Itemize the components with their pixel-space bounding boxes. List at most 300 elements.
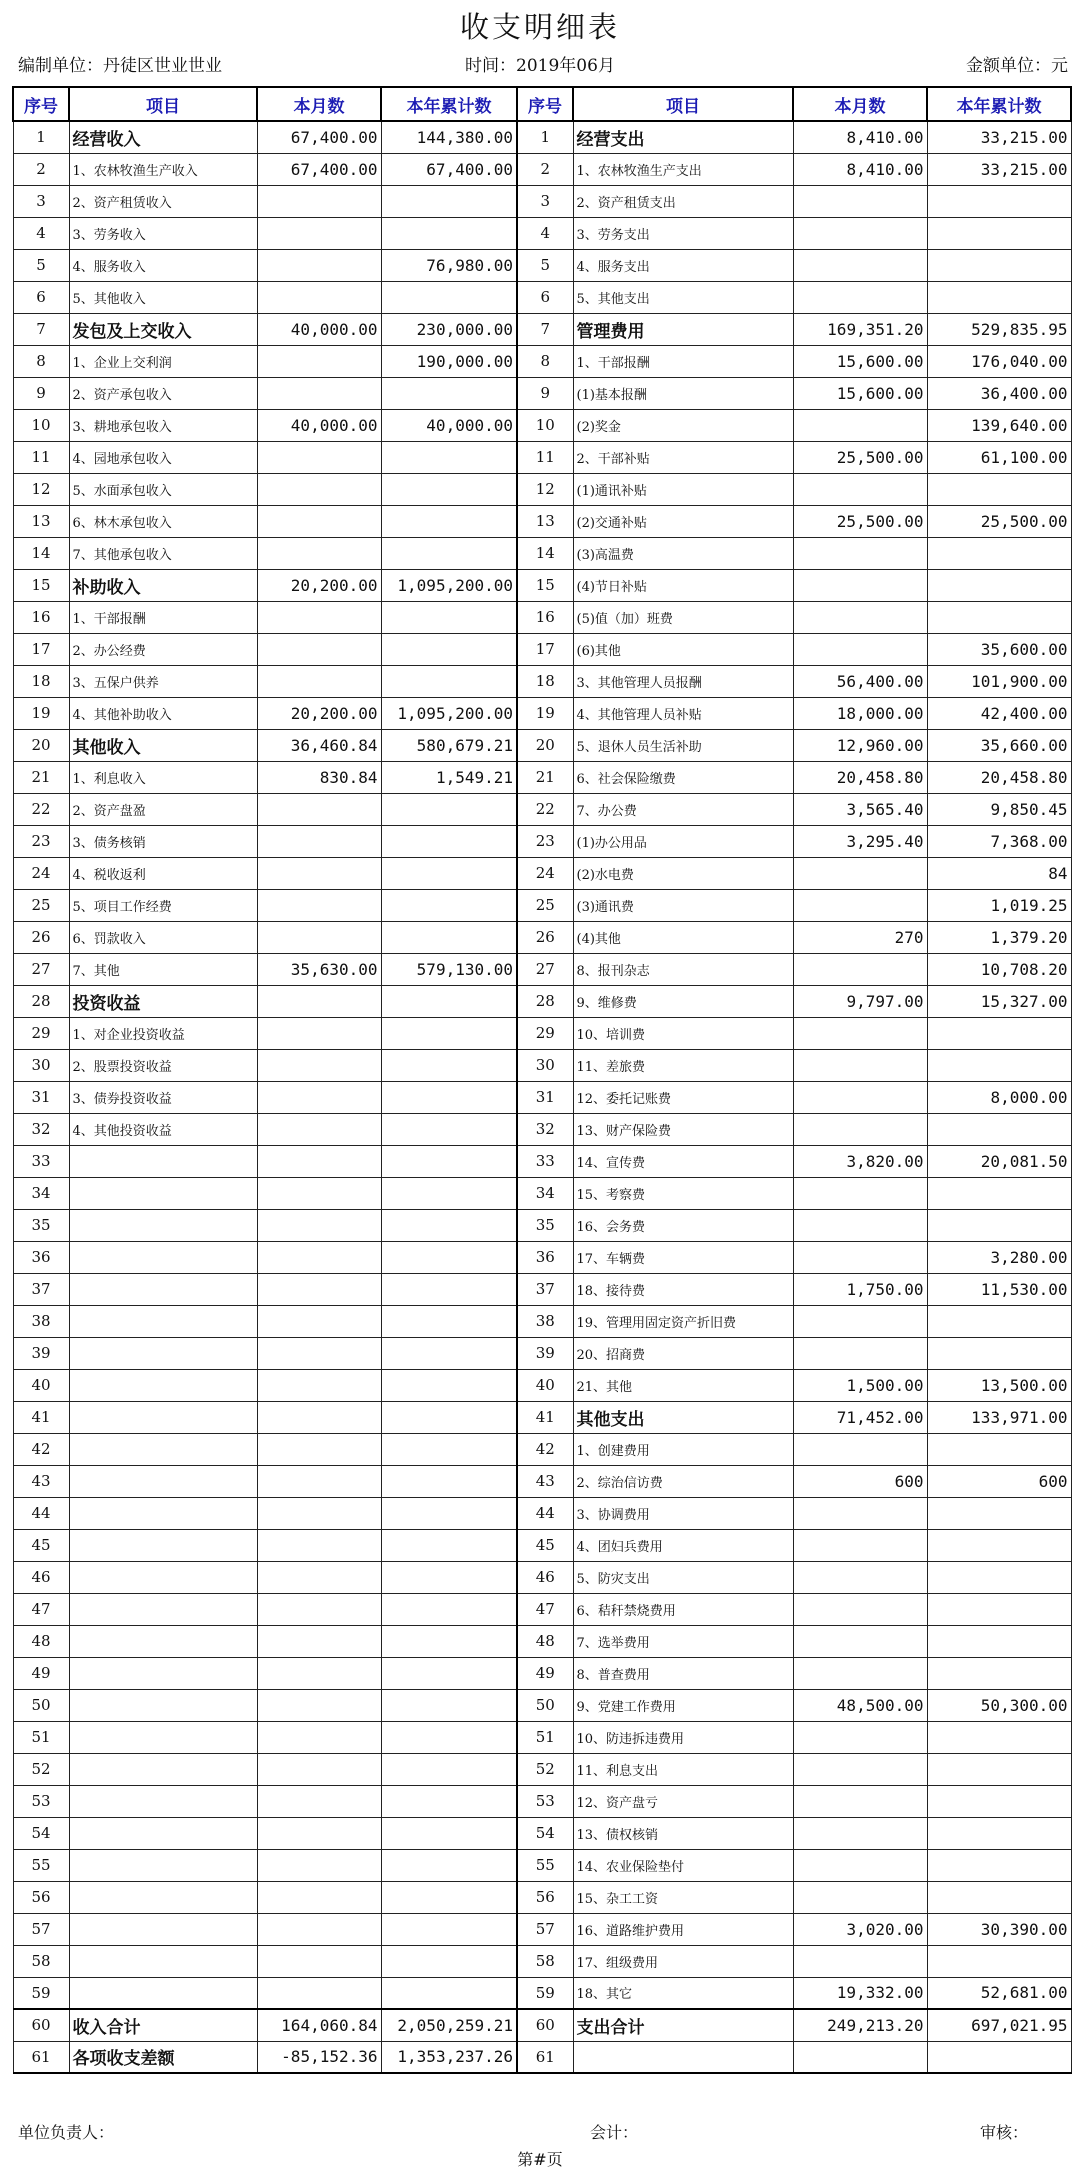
expense-ytd-cell	[927, 1305, 1071, 1337]
income-month-cell	[257, 1529, 381, 1561]
income-ytd-cell	[381, 889, 517, 921]
income-item-cell	[69, 1145, 257, 1177]
income-month-cell	[257, 1593, 381, 1625]
expense-seq-cell: 35	[517, 1209, 573, 1241]
income-item-cell: 2、股票投资收益	[69, 1049, 257, 1081]
page-number: 第#页	[517, 2150, 563, 2169]
income-ytd-cell	[381, 1017, 517, 1049]
expense-ytd-cell: 1,379.20	[927, 921, 1071, 953]
expense-seq-cell: 42	[517, 1433, 573, 1465]
expense-item-cell: 11、利息支出	[573, 1753, 793, 1785]
table-row	[13, 153, 1071, 185]
table-row	[13, 1113, 1071, 1145]
expense-seq-cell: 34	[517, 1177, 573, 1209]
table-row	[13, 1401, 1071, 1433]
table-row	[13, 1913, 1071, 1945]
expense-item-cell: (5)值（加）班费	[573, 601, 793, 633]
income-seq-cell: 55	[13, 1849, 69, 1881]
income-seq-cell: 32	[13, 1113, 69, 1145]
income-seq-cell: 52	[13, 1753, 69, 1785]
income-month-cell: 20,200.00	[257, 697, 381, 729]
income-seq-cell: 28	[13, 985, 69, 1017]
expense-item-cell: 13、债权核销	[573, 1817, 793, 1849]
expense-item-cell: 1、创建费用	[573, 1433, 793, 1465]
income-ytd-cell	[381, 1113, 517, 1145]
income-seq-cell: 61	[13, 2041, 69, 2073]
income-month-cell	[257, 1337, 381, 1369]
income-seq-cell: 34	[13, 1177, 69, 1209]
expense-seq-cell: 53	[517, 1785, 573, 1817]
income-seq-cell: 12	[13, 473, 69, 505]
income-ytd-cell	[381, 1593, 517, 1625]
expense-month-cell	[793, 1945, 927, 1977]
expense-seq-cell: 31	[517, 1081, 573, 1113]
expense-ytd-cell: 30,390.00	[927, 1913, 1071, 1945]
expense-ytd-cell: 42,400.00	[927, 697, 1071, 729]
income-item-cell	[69, 1625, 257, 1657]
income-ytd-cell	[381, 1081, 517, 1113]
expense-ytd-cell: 13,500.00	[927, 1369, 1071, 1401]
expense-ytd-cell	[927, 1529, 1071, 1561]
income-ytd-cell: 579,130.00	[381, 953, 517, 985]
income-month-cell: -85,152.36	[257, 2041, 381, 2073]
table-row	[13, 729, 1071, 761]
table-row	[13, 601, 1071, 633]
income-ytd-cell	[381, 1657, 517, 1689]
expense-item-cell: 10、培训费	[573, 1017, 793, 1049]
income-ytd-cell: 230,000.00	[381, 313, 517, 345]
income-seq-cell: 19	[13, 697, 69, 729]
expense-item-cell: 2、资产租赁支出	[573, 185, 793, 217]
expense-seq-cell: 27	[517, 953, 573, 985]
expense-month-cell	[793, 1785, 927, 1817]
expense-ytd-cell: 1,019.25	[927, 889, 1071, 921]
income-ytd-cell: 144,380.00	[381, 121, 517, 153]
expense-month-cell: 25,500.00	[793, 505, 927, 537]
income-item-cell: 1、干部报酬	[69, 601, 257, 633]
table-row	[13, 1945, 1071, 1977]
expense-item-cell: (1)通讯补贴	[573, 473, 793, 505]
expense-item-cell: 18、其它	[573, 1977, 793, 2009]
expense-ytd-cell: 36,400.00	[927, 377, 1071, 409]
expense-seq-cell: 36	[517, 1241, 573, 1273]
expense-item-cell: 20、招商费	[573, 1337, 793, 1369]
income-item-cell: 4、其他投资收益	[69, 1113, 257, 1145]
income-month-cell	[257, 889, 381, 921]
income-item-cell: 经营收入	[69, 121, 257, 153]
expense-seq-cell: 19	[517, 697, 573, 729]
table-row	[13, 889, 1071, 921]
income-ytd-cell	[381, 1849, 517, 1881]
table-row	[13, 313, 1071, 345]
expense-seq-cell: 13	[517, 505, 573, 537]
income-ytd-cell	[381, 537, 517, 569]
expense-seq-cell: 3	[517, 185, 573, 217]
expense-item-cell: 16、道路维护费用	[573, 1913, 793, 1945]
income-ytd-cell	[381, 1305, 517, 1337]
income-month-cell	[257, 985, 381, 1017]
income-item-cell: 补助收入	[69, 569, 257, 601]
expense-month-cell	[793, 537, 927, 569]
expense-seq-cell: 6	[517, 281, 573, 313]
income-month-cell	[257, 217, 381, 249]
income-seq-cell: 15	[13, 569, 69, 601]
expense-month-cell: 48,500.00	[793, 1689, 927, 1721]
expense-month-cell: 8,410.00	[793, 153, 927, 185]
table-row	[13, 825, 1071, 857]
col-header-expense-item: 项目	[573, 87, 793, 121]
income-ytd-cell	[381, 857, 517, 889]
expense-month-cell: 15,600.00	[793, 377, 927, 409]
expense-month-cell: 56,400.00	[793, 665, 927, 697]
expense-month-cell	[793, 953, 927, 985]
expense-seq-cell: 47	[517, 1593, 573, 1625]
table-row	[13, 1017, 1071, 1049]
expense-ytd-cell: 52,681.00	[927, 1977, 1071, 2009]
col-header-expense-month: 本月数	[793, 87, 927, 121]
expense-seq-cell: 14	[517, 537, 573, 569]
expense-month-cell	[793, 1593, 927, 1625]
expense-seq-cell: 11	[517, 441, 573, 473]
expense-month-cell: 600	[793, 1465, 927, 1497]
expense-month-cell: 1,750.00	[793, 1273, 927, 1305]
income-item-cell: 1、利息收入	[69, 761, 257, 793]
expense-seq-cell: 45	[517, 1529, 573, 1561]
income-item-cell: 各项收支差额	[69, 2041, 257, 2073]
income-month-cell	[257, 185, 381, 217]
expense-item-cell: (4)其他	[573, 921, 793, 953]
table-row	[13, 1817, 1071, 1849]
expense-ytd-cell	[927, 1625, 1071, 1657]
expense-item-cell: (1)基本报酬	[573, 377, 793, 409]
table-row	[13, 281, 1071, 313]
income-ytd-cell	[381, 441, 517, 473]
income-item-cell	[69, 1689, 257, 1721]
table-row	[13, 985, 1071, 1017]
expense-month-cell: 3,820.00	[793, 1145, 927, 1177]
expense-month-cell	[793, 1049, 927, 1081]
expense-seq-cell: 61	[517, 2041, 573, 2073]
income-seq-cell: 46	[13, 1561, 69, 1593]
expense-month-cell	[793, 281, 927, 313]
table-header-row	[13, 87, 1071, 121]
expense-seq-cell: 1	[517, 121, 573, 153]
income-ytd-cell	[381, 377, 517, 409]
expense-seq-cell: 26	[517, 921, 573, 953]
expense-ytd-cell: 50,300.00	[927, 1689, 1071, 1721]
expense-ytd-cell: 8,000.00	[927, 1081, 1071, 1113]
income-month-cell	[257, 377, 381, 409]
income-month-cell	[257, 857, 381, 889]
expense-seq-cell: 59	[517, 1977, 573, 2009]
table-row	[13, 1145, 1071, 1177]
income-seq-cell: 45	[13, 1529, 69, 1561]
income-month-cell	[257, 921, 381, 953]
expense-ytd-cell: 697,021.95	[927, 2009, 1071, 2041]
expense-item-cell: 13、财产保险费	[573, 1113, 793, 1145]
income-seq-cell: 36	[13, 1241, 69, 1273]
table-body	[13, 121, 1071, 2073]
income-seq-cell: 8	[13, 345, 69, 377]
expense-ytd-cell	[927, 1433, 1071, 1465]
expense-seq-cell: 24	[517, 857, 573, 889]
income-ytd-cell	[381, 281, 517, 313]
expense-ytd-cell	[927, 601, 1071, 633]
income-ytd-cell: 1,549.21	[381, 761, 517, 793]
table-row	[13, 1689, 1071, 1721]
col-header-expense-seq: 序号	[517, 87, 573, 121]
expense-month-cell	[793, 1721, 927, 1753]
table-row	[13, 1369, 1071, 1401]
expense-month-cell	[793, 1561, 927, 1593]
income-ytd-cell	[381, 1817, 517, 1849]
expense-ytd-cell	[927, 1049, 1071, 1081]
expense-item-cell: 10、防违拆违费用	[573, 1721, 793, 1753]
expense-ytd-cell: 529,835.95	[927, 313, 1071, 345]
expense-item-cell: 12、资产盘亏	[573, 1785, 793, 1817]
table-row	[13, 1049, 1071, 1081]
expense-ytd-cell: 133,971.00	[927, 1401, 1071, 1433]
income-seq-cell: 21	[13, 761, 69, 793]
income-item-cell	[69, 1913, 257, 1945]
expense-ytd-cell	[927, 281, 1071, 313]
income-month-cell	[257, 1433, 381, 1465]
income-seq-cell: 24	[13, 857, 69, 889]
income-item-cell: 投资收益	[69, 985, 257, 1017]
col-header-income-month: 本月数	[257, 87, 381, 121]
income-ytd-cell	[381, 1337, 517, 1369]
col-header-income-item: 项目	[69, 87, 257, 121]
table-row	[13, 1721, 1071, 1753]
income-item-cell: 4、园地承包收入	[69, 441, 257, 473]
table-row	[13, 473, 1071, 505]
income-month-cell: 67,400.00	[257, 121, 381, 153]
income-item-cell: 5、水面承包收入	[69, 473, 257, 505]
expense-item-cell: 8、普查费用	[573, 1657, 793, 1689]
expense-ytd-cell	[927, 217, 1071, 249]
income-month-cell	[257, 1305, 381, 1337]
expense-ytd-cell	[927, 249, 1071, 281]
expense-item-cell: 12、委托记账费	[573, 1081, 793, 1113]
income-ytd-cell	[381, 1721, 517, 1753]
income-seq-cell: 51	[13, 1721, 69, 1753]
income-seq-cell: 35	[13, 1209, 69, 1241]
compiling-unit: 编制单位：丹徒区世业世业	[18, 56, 222, 76]
income-seq-cell: 1	[13, 121, 69, 153]
expense-item-cell: (1)办公用品	[573, 825, 793, 857]
expense-seq-cell: 20	[517, 729, 573, 761]
expense-item-cell: 11、差旅费	[573, 1049, 793, 1081]
expense-month-cell	[793, 1433, 927, 1465]
expense-seq-cell: 50	[517, 1689, 573, 1721]
income-month-cell	[257, 1017, 381, 1049]
income-seq-cell: 49	[13, 1657, 69, 1689]
income-item-cell: 2、资产承包收入	[69, 377, 257, 409]
expense-ytd-cell: 35,600.00	[927, 633, 1071, 665]
income-seq-cell: 57	[13, 1913, 69, 1945]
expense-ytd-cell	[927, 537, 1071, 569]
income-item-cell	[69, 1305, 257, 1337]
income-seq-cell: 2	[13, 153, 69, 185]
income-item-cell: 3、耕地承包收入	[69, 409, 257, 441]
expense-ytd-cell	[927, 569, 1071, 601]
report-period: 时间：2019年06月	[465, 56, 615, 76]
income-item-cell	[69, 1337, 257, 1369]
expense-month-cell: 3,295.40	[793, 825, 927, 857]
income-month-cell	[257, 601, 381, 633]
income-seq-cell: 43	[13, 1465, 69, 1497]
income-item-cell: 2、办公经费	[69, 633, 257, 665]
income-ytd-cell	[381, 1945, 517, 1977]
expense-month-cell	[793, 1753, 927, 1785]
income-seq-cell: 44	[13, 1497, 69, 1529]
table-row	[13, 1433, 1071, 1465]
income-item-cell	[69, 1561, 257, 1593]
income-month-cell	[257, 1273, 381, 1305]
expense-ytd-cell	[927, 1849, 1071, 1881]
income-item-cell: 2、资产租赁收入	[69, 185, 257, 217]
income-month-cell	[257, 1625, 381, 1657]
expense-seq-cell: 15	[517, 569, 573, 601]
table-row	[13, 1305, 1071, 1337]
income-item-cell	[69, 1465, 257, 1497]
income-ytd-cell	[381, 633, 517, 665]
expense-item-cell: 14、宣传费	[573, 1145, 793, 1177]
income-ytd-cell	[381, 1401, 517, 1433]
expense-month-cell	[793, 633, 927, 665]
income-month-cell	[257, 281, 381, 313]
income-ytd-cell	[381, 1561, 517, 1593]
expense-ytd-cell	[927, 1785, 1071, 1817]
expense-month-cell	[793, 409, 927, 441]
expense-ytd-cell	[927, 1561, 1071, 1593]
expense-seq-cell: 2	[517, 153, 573, 185]
expense-item-cell: 4、团妇兵费用	[573, 1529, 793, 1561]
income-ytd-cell	[381, 1529, 517, 1561]
expense-ytd-cell	[927, 1881, 1071, 1913]
expense-item-cell: 16、会务费	[573, 1209, 793, 1241]
income-seq-cell: 16	[13, 601, 69, 633]
income-month-cell	[257, 1177, 381, 1209]
expense-item-cell: 9、维修费	[573, 985, 793, 1017]
income-month-cell	[257, 1497, 381, 1529]
expense-item-cell: (3)通讯费	[573, 889, 793, 921]
income-month-cell	[257, 1913, 381, 1945]
income-month-cell	[257, 1945, 381, 1977]
expense-month-cell	[793, 1497, 927, 1529]
income-ytd-cell	[381, 505, 517, 537]
income-month-cell: 36,460.84	[257, 729, 381, 761]
expense-item-cell: 15、考察费	[573, 1177, 793, 1209]
col-header-expense-ytd: 本年累计数	[927, 87, 1071, 121]
expense-seq-cell: 28	[517, 985, 573, 1017]
expense-seq-cell: 17	[517, 633, 573, 665]
income-item-cell	[69, 1785, 257, 1817]
expense-month-cell: 3,020.00	[793, 1913, 927, 1945]
income-month-cell	[257, 249, 381, 281]
expense-month-cell: 9,797.00	[793, 985, 927, 1017]
expense-seq-cell: 48	[517, 1625, 573, 1657]
expense-ytd-cell: 176,040.00	[927, 345, 1071, 377]
income-ytd-cell	[381, 601, 517, 633]
income-seq-cell: 6	[13, 281, 69, 313]
accountant-label: 会计：	[590, 2123, 639, 2142]
expense-month-cell	[793, 1849, 927, 1881]
income-month-cell	[257, 1561, 381, 1593]
expense-ytd-cell	[927, 473, 1071, 505]
income-ytd-cell	[381, 185, 517, 217]
income-item-cell: 2、资产盘盈	[69, 793, 257, 825]
table-row	[13, 761, 1071, 793]
expense-ytd-cell: 33,215.00	[927, 153, 1071, 185]
income-ytd-cell	[381, 985, 517, 1017]
expense-seq-cell: 5	[517, 249, 573, 281]
expense-seq-cell: 30	[517, 1049, 573, 1081]
expense-seq-cell: 12	[517, 473, 573, 505]
expense-month-cell	[793, 1017, 927, 1049]
expense-month-cell	[793, 1081, 927, 1113]
expense-item-cell: 5、退休人员生活补助	[573, 729, 793, 761]
expense-ytd-cell: 600	[927, 1465, 1071, 1497]
income-item-cell	[69, 1529, 257, 1561]
table-row	[13, 921, 1071, 953]
expense-item-cell: 21、其他	[573, 1369, 793, 1401]
income-ytd-cell: 67,400.00	[381, 153, 517, 185]
expense-seq-cell: 32	[517, 1113, 573, 1145]
expense-item-cell: 8、报刊杂志	[573, 953, 793, 985]
income-ytd-cell	[381, 1433, 517, 1465]
table-row	[13, 857, 1071, 889]
income-item-cell	[69, 1945, 257, 1977]
income-seq-cell: 20	[13, 729, 69, 761]
expense-ytd-cell	[927, 1177, 1071, 1209]
income-ytd-cell	[381, 1977, 517, 2009]
income-month-cell	[257, 1785, 381, 1817]
income-month-cell	[257, 1209, 381, 1241]
income-item-cell: 收入合计	[69, 2009, 257, 2041]
income-seq-cell: 9	[13, 377, 69, 409]
expense-item-cell: 7、选举费用	[573, 1625, 793, 1657]
expense-month-cell	[793, 249, 927, 281]
income-ytd-cell	[381, 1241, 517, 1273]
expense-item-cell: 5、防灾支出	[573, 1561, 793, 1593]
expense-seq-cell: 37	[517, 1273, 573, 1305]
expense-item-cell: 3、协调费用	[573, 1497, 793, 1529]
income-item-cell	[69, 1433, 257, 1465]
expense-seq-cell: 22	[517, 793, 573, 825]
income-seq-cell: 29	[13, 1017, 69, 1049]
expense-month-cell: 15,600.00	[793, 345, 927, 377]
income-item-cell: 4、税收返利	[69, 857, 257, 889]
expense-month-cell	[793, 1241, 927, 1273]
expense-month-cell	[793, 1209, 927, 1241]
income-month-cell	[257, 1849, 381, 1881]
expense-month-cell	[793, 2041, 927, 2073]
expense-seq-cell: 38	[517, 1305, 573, 1337]
expense-ytd-cell	[927, 185, 1071, 217]
income-seq-cell: 5	[13, 249, 69, 281]
table-row	[13, 185, 1071, 217]
expense-month-cell: 18,000.00	[793, 697, 927, 729]
income-seq-cell: 3	[13, 185, 69, 217]
income-item-cell: 4、其他补助收入	[69, 697, 257, 729]
expense-month-cell	[793, 1657, 927, 1689]
table-row	[13, 1273, 1071, 1305]
expense-ytd-cell: 101,900.00	[927, 665, 1071, 697]
income-item-cell: 6、罚款收入	[69, 921, 257, 953]
income-month-cell	[257, 665, 381, 697]
table-row	[13, 1977, 1071, 2009]
